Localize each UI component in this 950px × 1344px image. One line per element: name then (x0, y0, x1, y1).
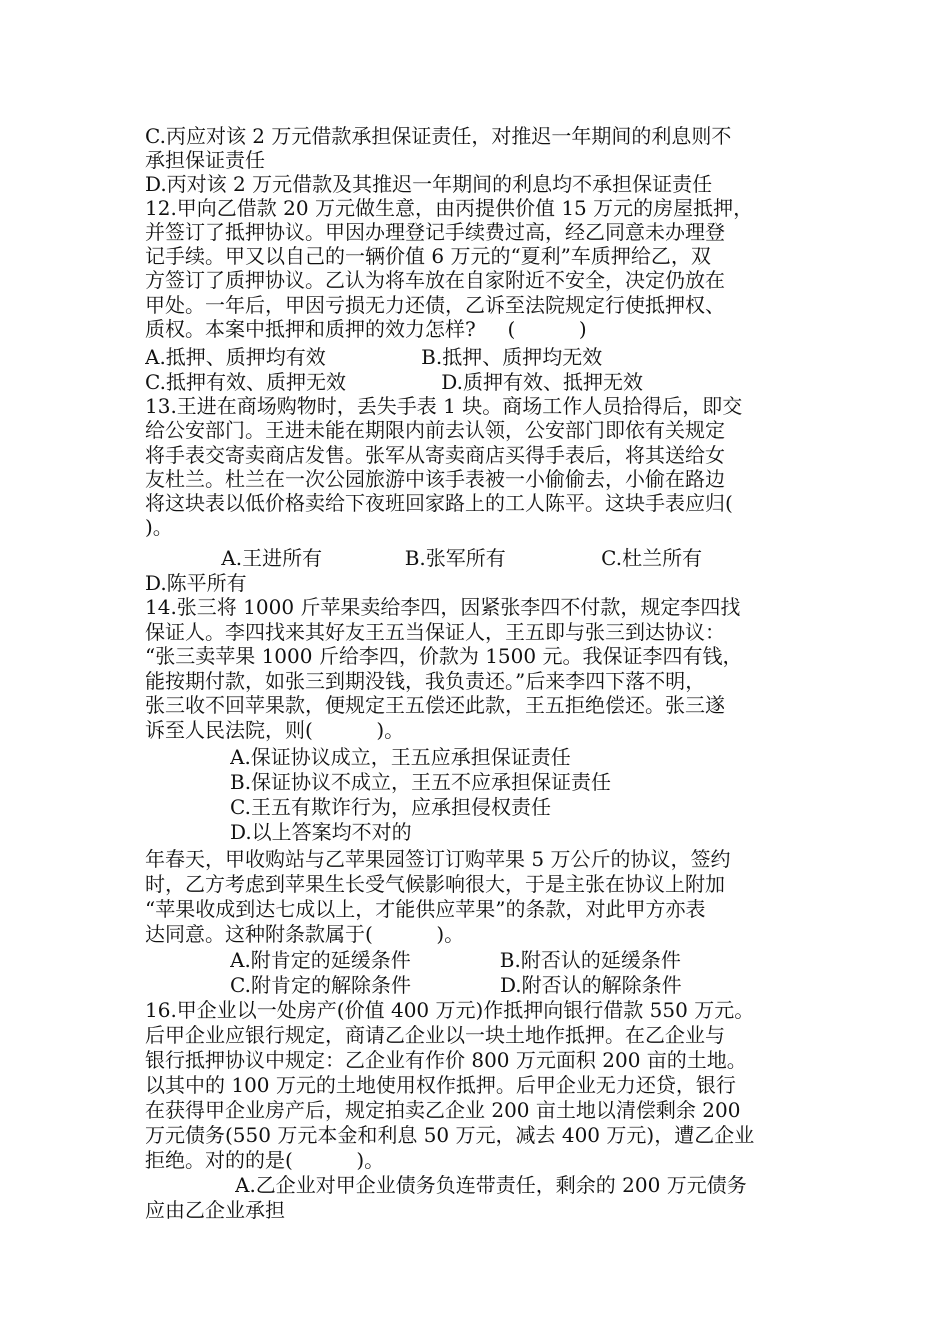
question-14: 14.张三将 1000 斤苹果卖给李四，因紧张李四不付款，规定李四找 (145, 595, 741, 619)
text-line: 方签订了质押协议。乙认为将车放在自家附近不安全，决定仍放在 (145, 268, 725, 292)
text-line: )。 (145, 515, 173, 539)
text-line: D.丙对该 2 万元借款及其推迟一年期间的利息均不承担保证责任 (145, 172, 713, 196)
text-line: 能按期付款，如张三到期没钱，我负责还。”后来李四下落不明， (145, 669, 706, 693)
text-line: 时，乙方考虑到苹果生长受气候影响很大，于是主张在协议上附加 (145, 872, 725, 896)
text-line: C.丙应对该 2 万元借款承担保证责任，对推迟一年期间的利息则不 (145, 124, 732, 148)
text-line: 拒绝。对的的是( )。 (145, 1148, 385, 1172)
answer-option: A.保证协议成立，王五应承担保证责任 (230, 745, 571, 769)
text-line: 在获得甲企业房产后，规定拍卖乙企业 200 亩土地以清偿剩余 200 (145, 1098, 741, 1122)
text-line: 万元债务(550 万元本金和利息 50 万元，减去 400 万元)，遭乙企业 (145, 1123, 755, 1147)
text-line: 质权。本案中抵押和质押的效力怎样? ( ) (145, 317, 587, 341)
text-line: 给公安部门。王进未能在期限内前去认领，公安部门即依有关规定 (145, 418, 725, 442)
text-line: 将这块表以低价格卖给下夜班回家路上的工人陈平。这块手表应归( (145, 491, 733, 515)
text-line: 记手续。甲又以自己的一辆价值 6 万元的“夏利”车质押给乙，双 (145, 244, 711, 268)
text-line: 并签订了抵押协议。甲因办理登记手续费过高，经乙同意未办理登 (145, 220, 725, 244)
text-line: “苹果收成到达七成以上，才能供应苹果”的条款，对此甲方亦表 (145, 897, 706, 921)
text-line: 应由乙企业承担 (145, 1198, 285, 1222)
text-line: 甲处。一年后，甲因亏损无力还债，乙诉至法院规定行使抵押权、 (145, 293, 725, 317)
text-line: 保证人。李四找来其好友王五当保证人，王五即与张三到达协议： (145, 620, 725, 644)
question-13: 13.王进在商场购物时，丢失手表 1 块。商场工作人员拾得后，即交 (145, 394, 743, 418)
text-line: 达同意。这种附条款属于( )。 (145, 922, 465, 946)
answer-options: A.抵押、质押均有效 B.抵押、质押均无效 (145, 345, 603, 369)
text-line: 诉至人民法院，则( )。 (145, 718, 405, 742)
text-line: 后甲企业应银行规定，商请乙企业以一块土地作抵押。在乙企业与 (145, 1023, 725, 1047)
answer-option: C.王五有欺诈行为，应承担侵权责任 (230, 795, 551, 819)
text-line: 将手表交寄卖商店发售。张军从寄卖商店买得手表后，将其送给女 (145, 443, 725, 467)
answer-option: B.保证协议不成立，王五不应承担保证责任 (230, 770, 612, 794)
answer-option: D.陈平所有 (145, 571, 247, 595)
text-line: 承担保证责任 (145, 148, 265, 172)
answer-options: C.抵押有效、质押无效 D.质押有效、抵押无效 (145, 370, 643, 394)
text-line: 张三收不回苹果款，便规定王五偿还此款，王五拒绝偿还。张三遂 (145, 693, 725, 717)
answer-options: C.附肯定的解除条件 D.附否认的解除条件 (230, 973, 682, 997)
answer-option: D.以上答案均不对的 (230, 820, 412, 844)
text-line: “张三卖苹果 1000 斤给李四，价款为 1500 元。我保证李四有钱， (145, 644, 743, 668)
answer-options: A.附肯定的延缓条件 B.附否认的延缓条件 (230, 948, 681, 972)
question-16: 16.甲企业以一处房产(价值 400 万元)作抵押向银行借款 550 万元。 (145, 998, 755, 1022)
text-line: 友杜兰。杜兰在一次公园旅游中该手表被一小偷偷去，小偷在路边 (145, 467, 725, 491)
answer-option: A.乙企业对甲企业债务负连带责任，剩余的 200 万元债务 (235, 1173, 747, 1197)
question-12: 12.甲向乙借款 20 万元做生意，由丙提供价值 15 万元的房屋抵押， (145, 196, 754, 220)
text-line: 银行抵押协议中规定：乙企业有作价 800 万元面积 200 亩的土地。 (145, 1048, 747, 1072)
text-line: 以其中的 100 万元的土地使用权作抵押。后甲企业无力还贷，银行 (145, 1073, 736, 1097)
answer-options: A.王进所有 B.张军所有 C.杜兰所有 (145, 546, 703, 570)
question-15: 年春天，甲收购站与乙苹果园签订订购苹果 5 万公斤的协议，签约 (145, 847, 731, 871)
